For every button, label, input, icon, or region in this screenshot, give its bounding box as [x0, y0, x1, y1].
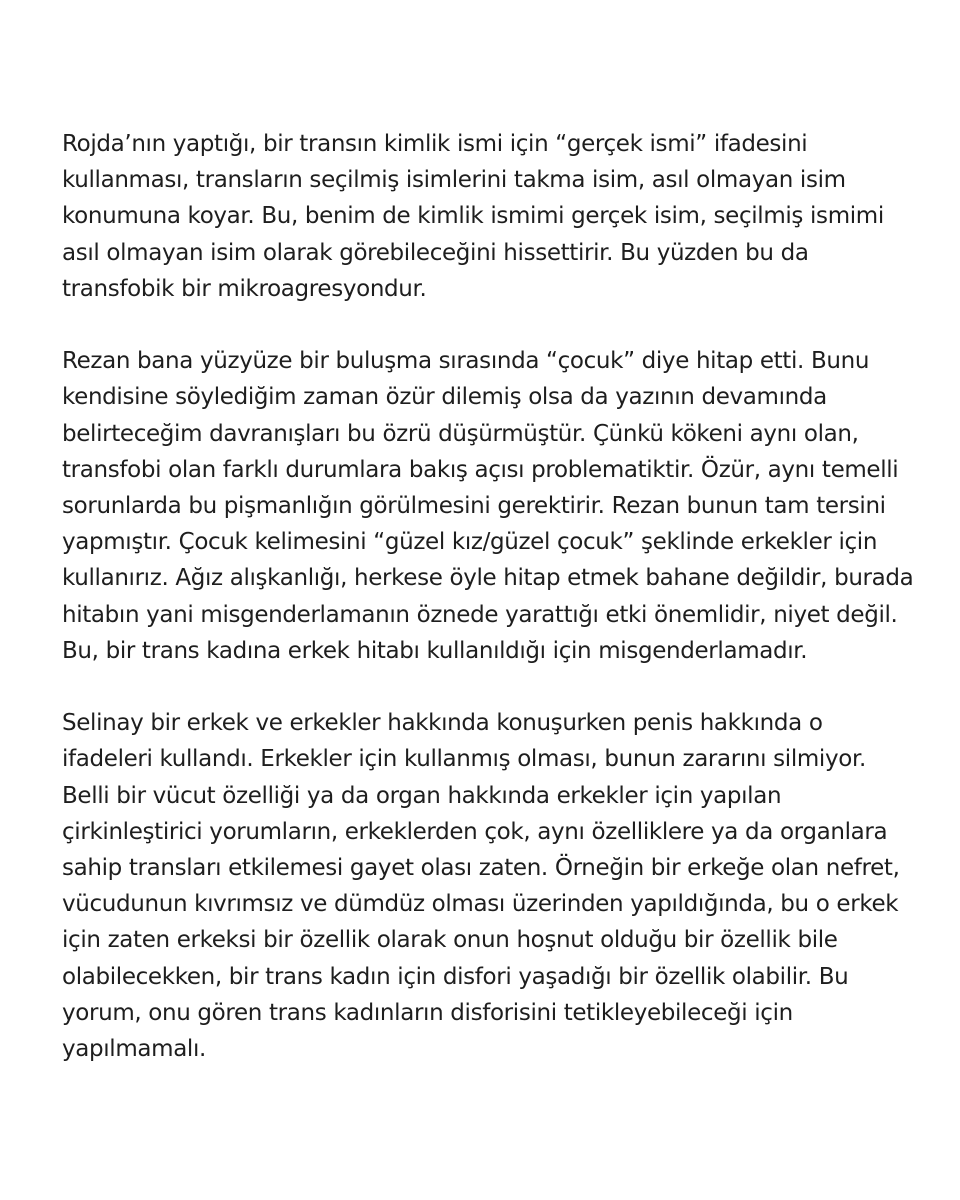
text-line: olabilecekken, bir trans kadın için disfori yaşadığı bir özellik olabilir. Bu: [62, 963, 849, 990]
text-line: yapmıştır. Çocuk kelimesini “güzel kız/güzel çocuk” şeklinde erkekler için: [62, 529, 878, 556]
text-line: Selinay bir erkek ve erkekler hakkında konuşurken penis hakkında o: [62, 710, 823, 737]
text-line: için zaten erkeksi bir özellik olarak onun hoşnut olduğu bir özellik bile: [62, 927, 838, 954]
text-line: yapılmamalı.: [62, 1036, 206, 1063]
text-line: transfobik bir mikroagresyondur.: [62, 275, 427, 302]
text-line: hitabın yani misgenderlamanın öznede yarattığı etki önemlidir, niyet değil.: [62, 601, 898, 628]
text-line: kullanırız. Ağız alışkanlığı, herkese öyle hitap etmek bahane değildir, burada: [62, 565, 914, 592]
text-line: konumuna koyar. Bu, benim de kimlik ismimi gerçek isim, seçilmiş ismimi: [62, 203, 884, 230]
paragraph-selinay: [62, 705, 902, 1067]
text-line: ifadeleri kullandı. Erkekler için kullanmış olması, bunun zararını silmiyor.: [62, 746, 866, 773]
text-line: Belli bir vücut özelliği ya da organ hakkında erkekler için yapılan: [62, 782, 782, 809]
text-line: Rezan bana yüzyüze bir buluşma sırasında “çocuk” diye hitap etti. Bunu: [62, 348, 870, 375]
text-line: sahip transları etkilemesi gayet olası zaten. Örneğin bir erkeğe olan nefret,: [62, 855, 900, 882]
text-line: Rojda’nın yaptığı, bir transın kimlik ismi için “gerçek ismi” ifadesini: [62, 131, 808, 157]
text-line: transfobi olan farklı durumlara bakış açısı problematiktir. Özür, aynı temelli: [62, 456, 899, 483]
article-body: [62, 126, 914, 1103]
text-line: yorum, onu gören trans kadınların disforisini tetikleyebileceği için: [62, 999, 793, 1026]
text-line: çirkinleştirici yorumların, erkeklerden çok, aynı özelliklere ya da organlara: [62, 818, 888, 845]
text-line: kendisine söylediğim zaman özür dilemiş olsa da yazının devamında: [62, 384, 827, 411]
paragraph-rezan: [62, 343, 914, 669]
text-line: sorunlarda bu pişmanlığın görülmesini gerektirir. Rezan bunun tam tersini: [62, 493, 886, 520]
paragraph-rojda: [62, 126, 902, 307]
text-line: kullanması, transların seçilmiş isimlerini takma isim, asıl olmayan isim: [62, 167, 846, 194]
text-line: asıl olmayan isim olarak görebileceğini hissettirir. Bu yüzden bu da: [62, 239, 809, 266]
text-line: belirteceğim davranışları bu özrü düşürmüştür. Çünkü kökeni aynı olan,: [62, 420, 859, 447]
text-line: vücudunun kıvrımsız ve dümdüz olması üzerinden yapıldığında, bu o erkek: [62, 891, 899, 918]
text-line: Bu, bir trans kadına erkek hitabı kullanıldığı için misgenderlamadır.: [62, 637, 808, 664]
